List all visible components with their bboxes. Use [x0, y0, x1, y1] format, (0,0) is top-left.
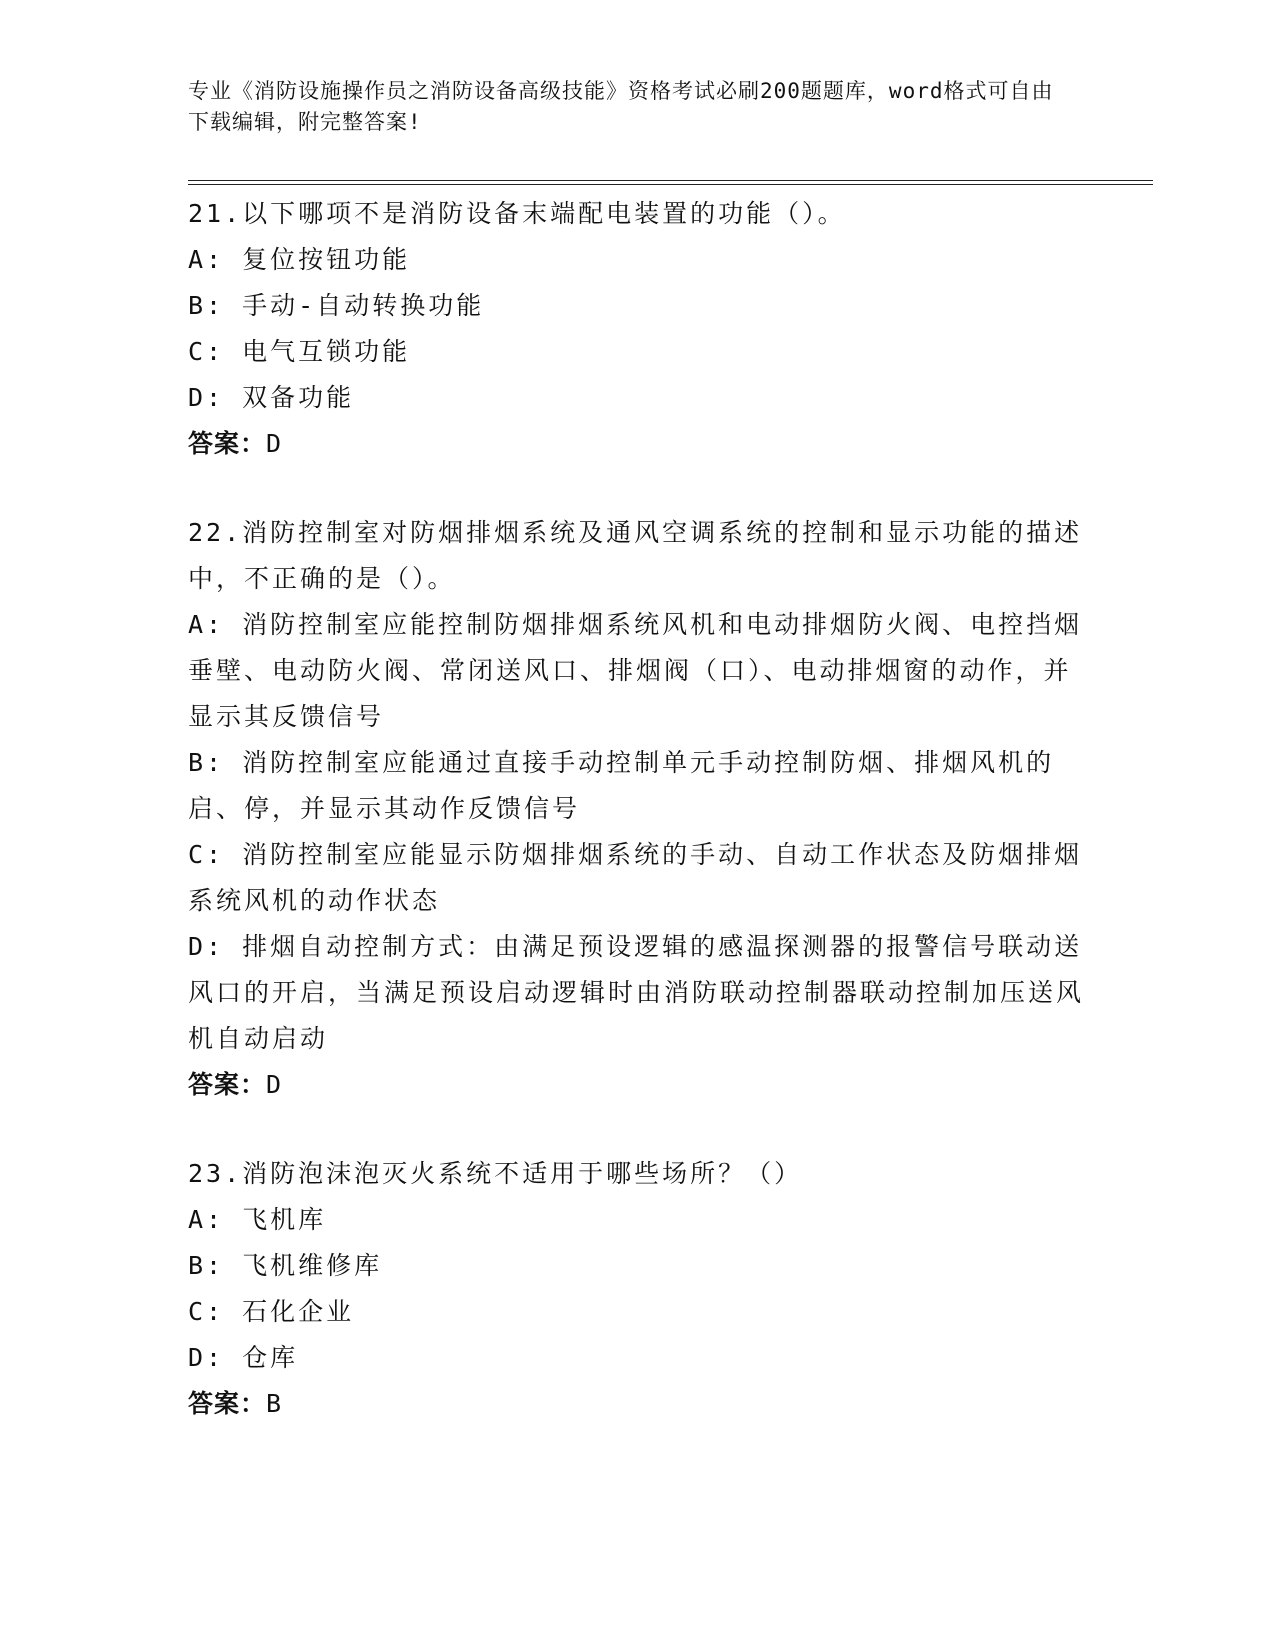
option-a: A: 飞机库	[188, 1205, 327, 1234]
option-d: D: 排烟自动控制方式：由满足预设逻辑的感温探测器的报警信号联动送风口的开启，当满足预设启动逻辑时由消防联动控制器联动控制加压送风机自动启动	[188, 932, 1085, 1053]
option-c: C: 电气互锁功能	[188, 337, 411, 366]
header-divider-top	[188, 180, 1153, 181]
answer	[188, 1062, 1088, 1108]
answer-label: 答案：	[188, 1389, 267, 1418]
option-c: C: 消防控制室应能显示防烟排烟系统的手动、自动工作状态及防烟排烟系统风机的动作状态	[188, 840, 1083, 915]
option-b: B: 手动-自动转换功能	[188, 291, 485, 320]
question-stem: 23.消防泡沫泡灭火系统不适用于哪些场所？（）	[188, 1159, 803, 1188]
option-a: A: 消防控制室应能控制防烟排烟系统风机和电动排烟防火阀、电控挡烟垂壁、电动防火阀、常闭送风口、排烟阀（口）、电动排烟窗的动作，并显示其反馈信号	[188, 610, 1083, 731]
option-b: B: 飞机维修库	[188, 1251, 383, 1280]
document-header: 专业《消防设施操作员之消防设备高级技能》资格考试必刷200题题库，word格式可自由下载编辑，附完整答案!	[188, 79, 1054, 134]
header-divider-bottom	[188, 184, 1153, 185]
option-d: D: 双备功能	[188, 383, 355, 412]
answer-value: B	[266, 1389, 283, 1418]
option-d: D: 仓库	[188, 1343, 299, 1372]
question-stem: 22.消防控制室对防烟排烟系统及通风空调系统的控制和显示功能的描述中，不正确的是（）。	[188, 518, 1083, 593]
answer-value: D	[266, 429, 283, 458]
question-23	[188, 1151, 1088, 1427]
question-list	[188, 191, 1088, 1470]
option-b: B: 消防控制室应能通过直接手动控制单元手动控制防烟、排烟风机的启、停，并显示其动作反馈信号	[188, 748, 1055, 823]
question-22	[188, 510, 1088, 1108]
answer	[188, 1381, 1088, 1427]
question-21	[188, 191, 1088, 467]
question-stem: 21.以下哪项不是消防设备末端配电装置的功能（）。	[188, 199, 846, 228]
answer	[188, 421, 1088, 467]
answer-label: 答案：	[188, 1070, 267, 1099]
option-a: A: 复位按钮功能	[188, 245, 411, 274]
answer-label: 答案：	[188, 429, 267, 458]
option-c: C: 石化企业	[188, 1297, 355, 1326]
answer-value: D	[266, 1070, 283, 1099]
